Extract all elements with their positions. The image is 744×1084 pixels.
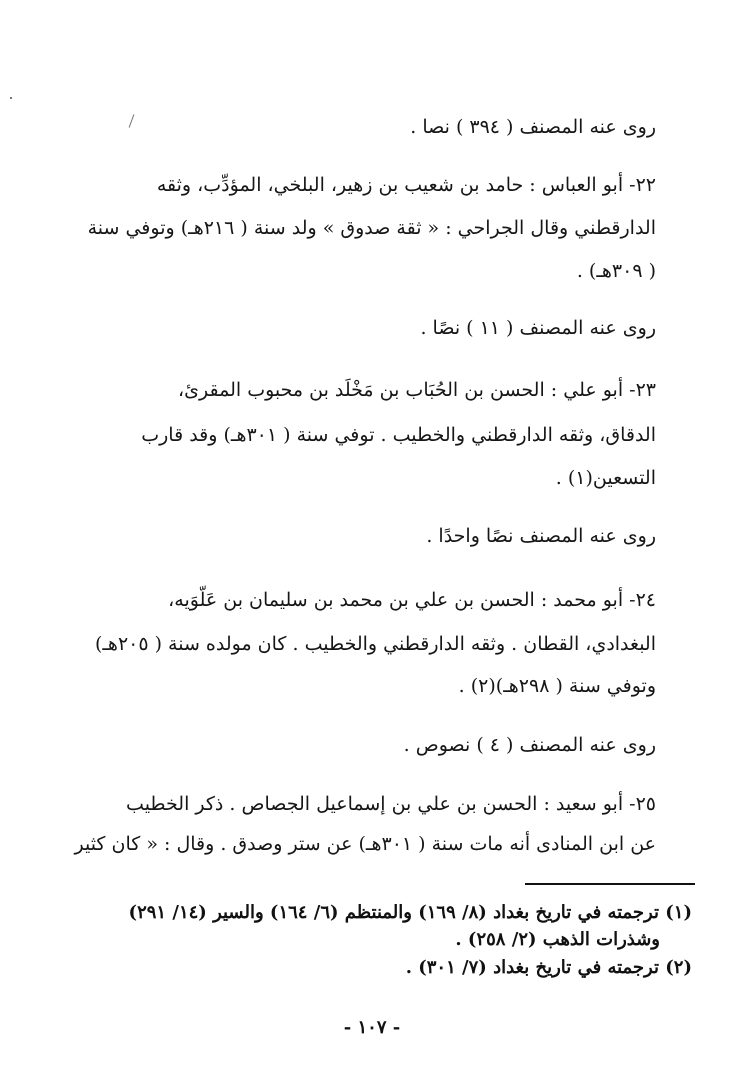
body-line: روى عنه المصنف نصًا واحدًا .	[426, 525, 656, 547]
body-line: ٢٣- أبو علي : الحسن بن الحُبَاب بن مَخْلَد بن محبوب المقرئ،	[178, 379, 656, 401]
footnote-line: وشذرات الذهب (٢/ ٢٥٨) .	[455, 929, 660, 950]
scan-speck	[10, 97, 12, 99]
body-line: ٢٤- أبو محمد : الحسن بن علي بن محمد بن سليمان بن عَلّوَيه،	[168, 589, 656, 611]
body-line: روى عنه المصنف ( ٤ ) نصوص .	[403, 734, 656, 756]
body-line: عن ابن المنادى أنه مات سنة ( ٣٠١هـ) عن ستر وصدق . وقال : « كان كثير	[74, 833, 656, 855]
body-line: ٢٥- أبو سعيد : الحسن بن علي بن إسماعيل الجصاص . ذكر الخطيب	[126, 793, 656, 815]
body-line: التسعين(١) .	[555, 467, 656, 489]
body-line: روى عنه المصنف ( ٣٩٤ ) نصا .	[410, 116, 656, 138]
body-line: وتوفي سنة ( ٢٩٨هـ)(٢) .	[458, 675, 656, 697]
page-number: - ١٠٧ -	[343, 1017, 401, 1038]
footnote-separator	[525, 883, 695, 885]
body-line: الدقاق، وثقه الدارقطني والخطيب . توفي سنة ( ٣٠١هـ) وقد قارب	[141, 424, 656, 446]
footnote-line: (١) ترجمته في تاريخ بغداد (٨/ ١٦٩) والمنتظم (٦/ ١٦٤) والسير (١٤/ ٢٩١)	[128, 902, 692, 923]
body-line: ( ٣٠٩هـ) .	[576, 260, 656, 282]
footnote-line: (٢) ترجمته في تاريخ بغداد (٧/ ٣٠١) .	[405, 957, 692, 978]
body-line: البغدادي، القطان . وثقه الدارقطني والخطيب . كان مولده سنة ( ٢٠٥هـ)	[94, 633, 656, 655]
scan-speck	[129, 114, 135, 127]
body-line: ٢٢- أبو العباس : حامد بن شعيب بن زهير، البلخي، المؤدِّب، وثقه	[156, 174, 656, 196]
body-line: روى عنه المصنف ( ١١ ) نصًا .	[420, 317, 656, 339]
body-line: الدارقطني وقال الجراحي : « ثقة صدوق » ولد سنة ( ٢١٦هـ) وتوفي سنة	[87, 217, 656, 239]
